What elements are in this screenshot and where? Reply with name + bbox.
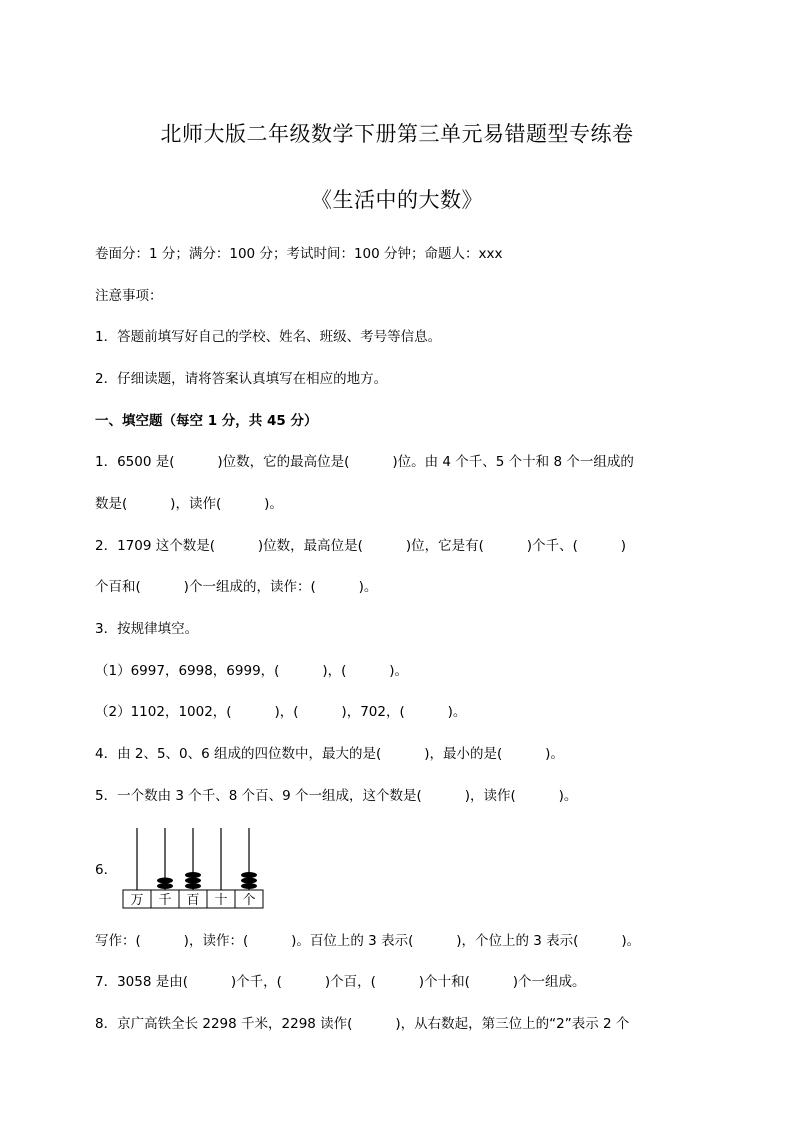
section-heading-fill-blank: 一、填空题（每空 1 分，共 45 分） bbox=[95, 413, 318, 429]
question-6-line: 写作：( )，读作：( )。百位上的 3 表示( )，个位上的 3 表示( )。 bbox=[95, 933, 641, 949]
notice-item-2: 2．仔细读题，请将答案认真填写在相应的地方。 bbox=[95, 371, 388, 387]
question-3-part-1: （1）6997，6998，6999，( )，( )。 bbox=[95, 663, 409, 679]
notice-item-1: 1．答题前填写好自己的学校、姓名、班级、考号等信息。 bbox=[95, 329, 442, 345]
abacus-diagram bbox=[122, 826, 264, 910]
question-4: 4．由 2、5、0、6 组成的四位数中，最大的是( )，最小的是( )。 bbox=[95, 746, 564, 762]
question-1-line-1: 1．6500 是( )位数，它的最高位是( )位。由 4 个千、5 个十和 8 个一组成的 bbox=[95, 454, 634, 470]
abacus-bead bbox=[241, 878, 257, 884]
abacus-place-label: 十 bbox=[214, 893, 228, 908]
abacus-bead bbox=[185, 872, 201, 878]
question-5: 5．一个数由 3 个千、8 个百、9 个一组成，这个数是( )，读作( )。 bbox=[95, 788, 578, 804]
document-subtitle: 《生活中的大数》 bbox=[311, 188, 483, 212]
question-8: 8．京广高铁全长 2298 千米，2298 读作( )，从右数起，第三位上的“2”表示 2 个 bbox=[95, 1016, 630, 1032]
abacus-place-label: 百 bbox=[186, 893, 200, 908]
document-title: 北师大版二年级数学下册第三单元易错题型专练卷 bbox=[160, 122, 634, 146]
question-2-line-1: 2．1709 这个数是( )位数，最高位是( )位，它是有( )个千、( ) bbox=[95, 538, 627, 554]
abacus-bead bbox=[157, 883, 173, 889]
question-6-label: 6． bbox=[95, 862, 118, 878]
abacus-bead bbox=[185, 883, 201, 889]
abacus-place-label: 万 bbox=[130, 893, 144, 908]
question-1-line-2: 数是( )，读作( )。 bbox=[95, 496, 283, 512]
question-7: 7．3058 是由( )个千，( )个百，( )个十和( )个一组成。 bbox=[95, 974, 586, 990]
abacus-place-label: 千 bbox=[158, 893, 172, 908]
abacus-bead bbox=[157, 878, 173, 884]
abacus-bead bbox=[241, 883, 257, 889]
question-2-line-2: 个百和( )个一组成的，读作：( )。 bbox=[95, 579, 378, 595]
question-3: 3．按规律填空。 bbox=[95, 621, 199, 637]
notice-title: 注意事项： bbox=[95, 288, 163, 304]
abacus-bead bbox=[241, 872, 257, 878]
abacus-place-label: 个 bbox=[242, 893, 256, 908]
abacus-bead bbox=[185, 878, 201, 884]
exam-info: 卷面分：1 分；满分：100 分；考试时间：100 分钟；命题人：xxx bbox=[95, 246, 503, 262]
question-3-part-2: （2）1102，1002，( )，( )，702，( )。 bbox=[95, 704, 467, 720]
